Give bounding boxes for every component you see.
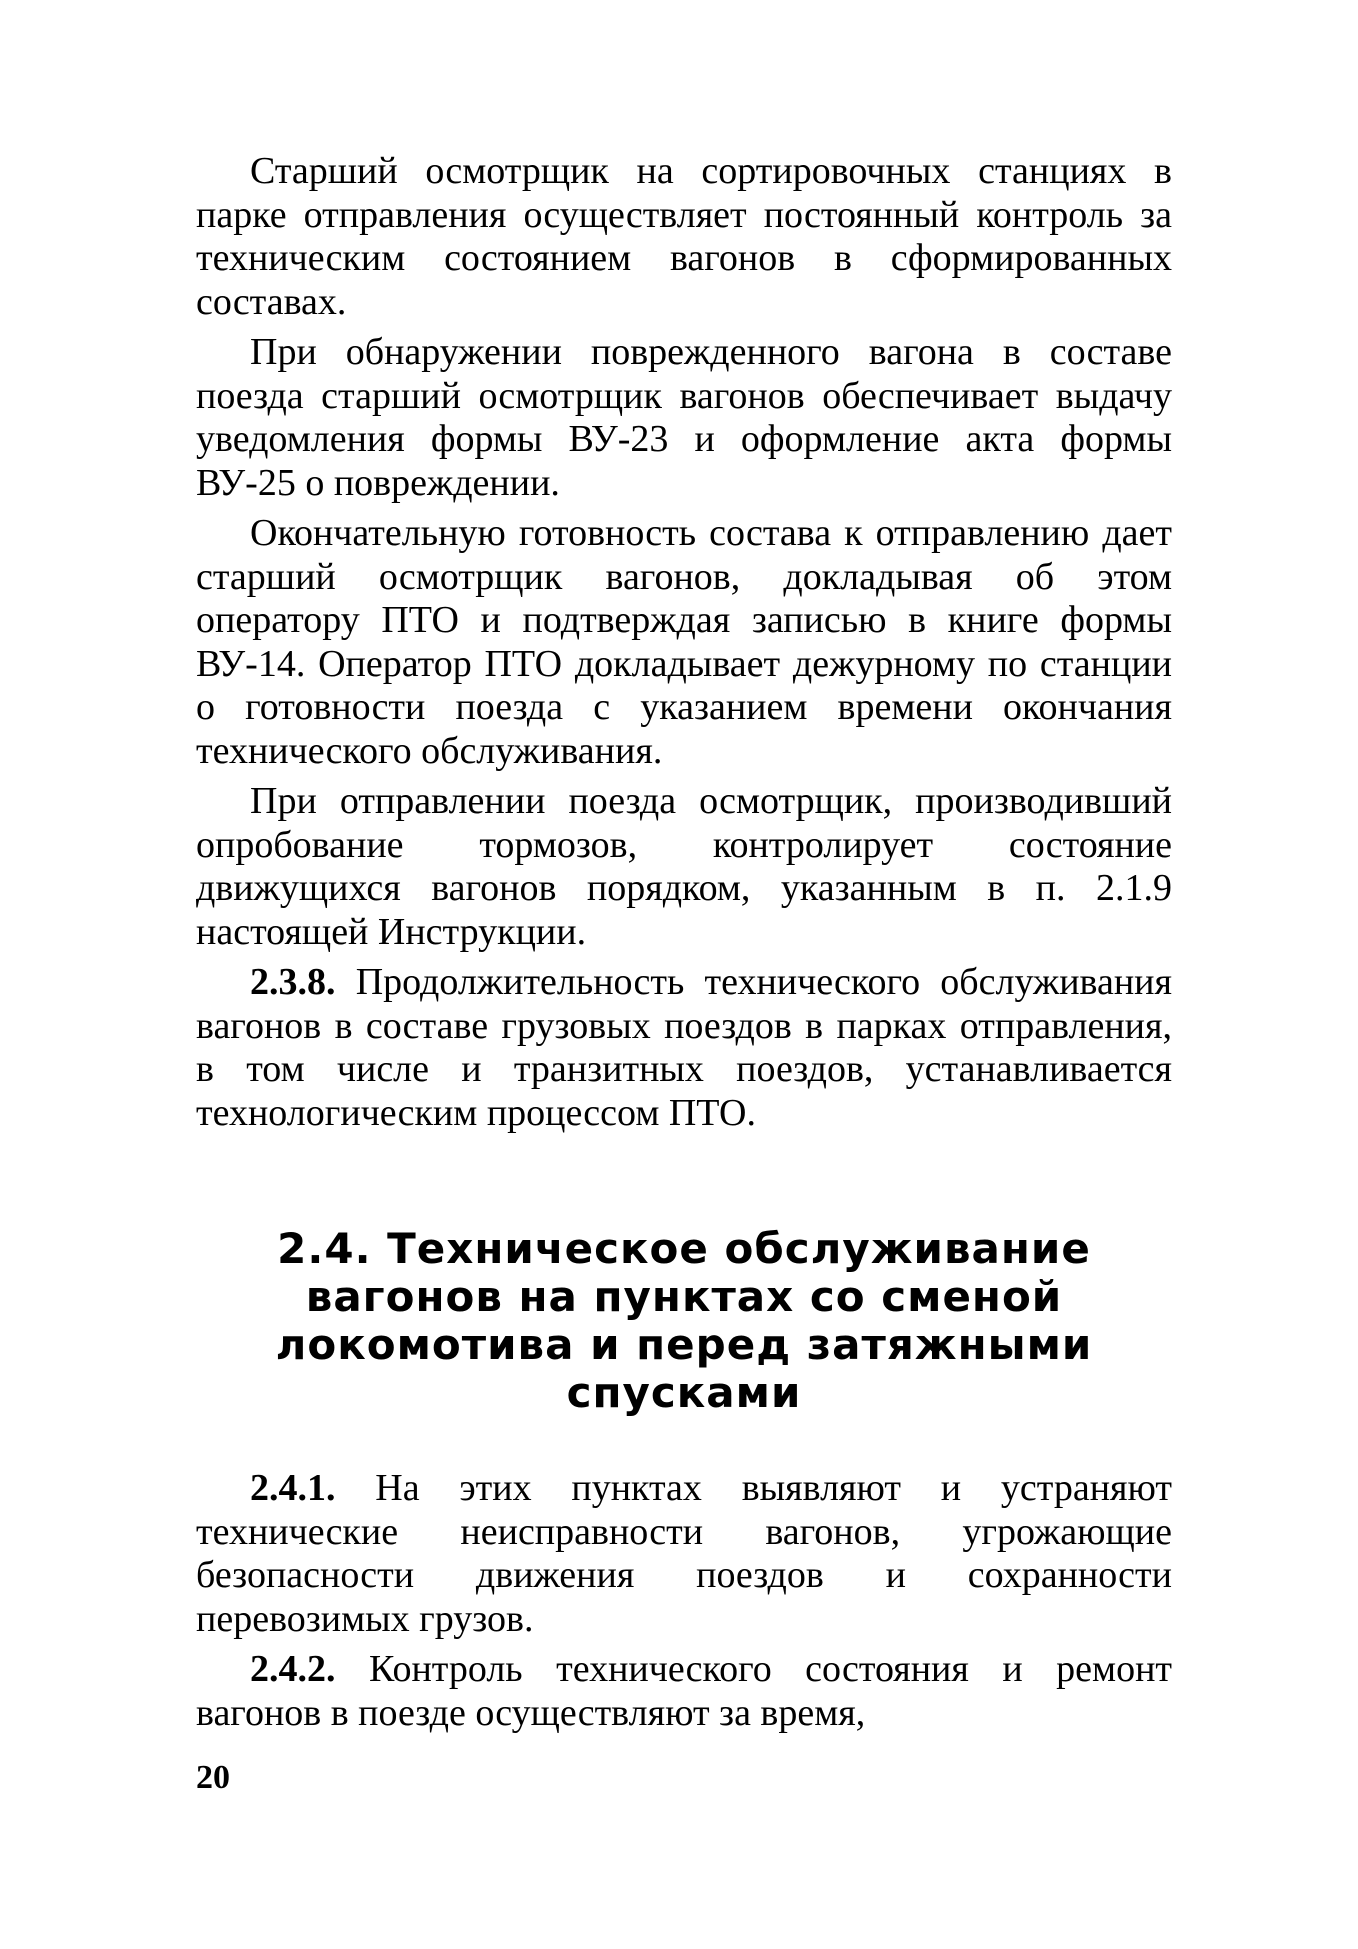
paragraph-text: Окончательную готовность состава к отправлению дает старший осмотрщик вагонов, докладывая об этом оператору ПТО и подтверждая записью в книге формы ВУ-14. Оператор ПТО докладывает дежурному по станции о готовности поезда с указанием времени окончания технического обслуживания. xyxy=(196,512,1172,772)
paragraph-final-readiness xyxy=(196,512,1172,773)
paragraph-2-4-1 xyxy=(196,1467,1172,1641)
clause-number: 2.4.2. xyxy=(250,1648,336,1690)
paragraph-text: Продолжительность технического обслуживания вагонов в составе грузовых поездов в парках отправления, в том числе и транзитных поездов, устанавливается технологическим процессом ПТО. xyxy=(196,961,1173,1134)
section-heading-2-4: 2.4. Техническое обслуживание вагонов на пунктах со сменой локомотива и перед затяжными спусками xyxy=(275,1224,1093,1417)
page-number: 20 xyxy=(196,1759,230,1796)
paragraph-text: Старший осмотрщик на сортировочных станциях в парке отправления осуществляет постоянный контроль за техническим состоянием вагонов в сформированных составах. xyxy=(196,150,1172,323)
paragraph-text: На этих пунктах выявляют и устраняют технические неисправности вагонов, угрожающие безопасности движения поездов и сохранности перевозимых грузов. xyxy=(196,1467,1172,1640)
clause-number: 2.3.8. xyxy=(250,961,336,1003)
paragraph-departure-control xyxy=(196,780,1172,954)
clause-number: 2.4.1. xyxy=(250,1467,336,1509)
paragraph-text: При отправлении поезда осмотрщик, производивший опробование тормозов, контролирует состояние движущихся вагонов порядком, указанным в п. 2.1.9 настоящей Инструкции. xyxy=(196,780,1172,953)
page-body xyxy=(196,150,1172,1742)
paragraph-damaged-wagon xyxy=(196,331,1172,505)
paragraph-2-4-2 xyxy=(196,1648,1172,1735)
paragraph-senior-inspector xyxy=(196,150,1172,324)
paragraph-text: При обнаружении поврежденного вагона в составе поезда старший осмотрщик вагонов обеспечивает выдачу уведомления формы ВУ-23 и оформление акта формы ВУ-25 о повреждении. xyxy=(196,331,1172,504)
paragraph-text: Контроль технического состояния и ремонт вагонов в поезде осуществляют за время, xyxy=(196,1648,1173,1734)
paragraph-2-3-8 xyxy=(196,961,1172,1135)
